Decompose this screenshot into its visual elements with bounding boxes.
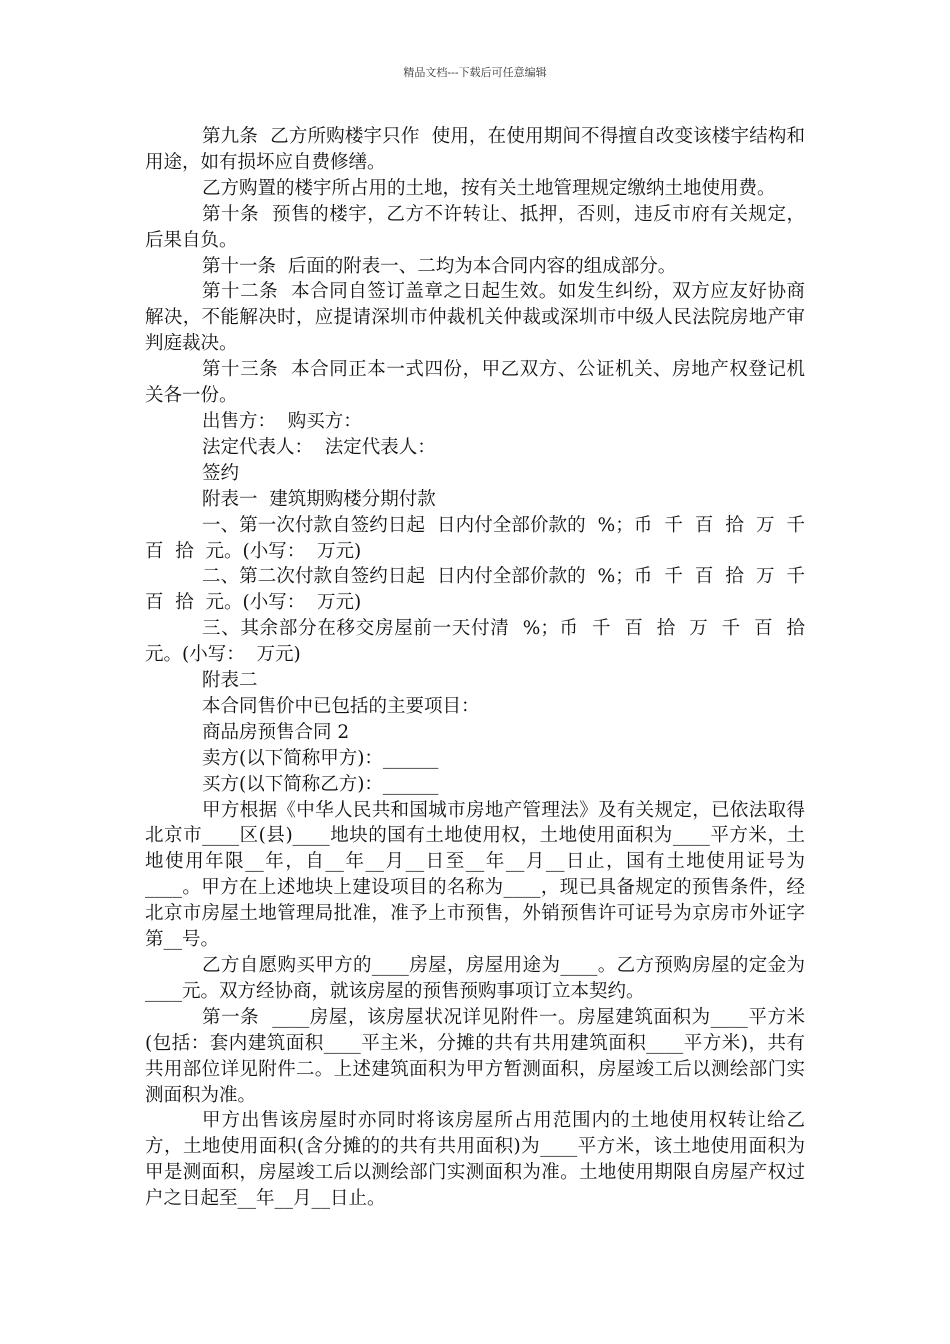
article-1: 第一条 ____房屋，该房屋状况详见附件一。房屋建筑面积为____平方米(包括：套内建筑面积____平主米，分摊的共有共用建筑面积____平方米)，共有共用部位详见附件二。上述建筑面积为甲方暂测面积，房屋竣工后以测绘部门实测面积为准。	[145, 1006, 805, 1106]
buyer-field: 买方(以下简称乙方)：______	[202, 773, 439, 795]
schedule-2-title: 附表二	[202, 670, 258, 692]
legal-representative-line: 法定代表人： 法定代表人：	[202, 436, 436, 458]
paragraph-land-right: 甲方根据《中华人民共和国城市房地产管理法》及有关规定，已依法取得北京市____区(县)____地块的国有土地使用权，土地使用面积为____平方米，土地使用年限__年，自__年__月__日至__年__月__日止，国有土地使用证号为____。甲方在上述地块上建设项目的名称为____，现已具备规定的预售条件，经北京市房屋土地管理局批准，准予上市预售，外销预售许可证号为京房市外证字第__号。	[145, 799, 805, 951]
clause-11: 第十一条 后面的附表一、二均为本合同内容的组成部分。	[202, 255, 677, 277]
seller-field: 卖方(以下简称甲方)：______	[202, 747, 439, 769]
payment-2: 二、第二次付款自签约日起 日内付全部价款的 %；币 千 百 拾 万 千 百 拾 元。(小写： 万元)	[145, 566, 817, 614]
clause-9: 第九条 乙方所购楼宇只作 使用，在使用期间不得擅自改变该楼宇结构和用途，如有损坏应自费修缮。	[145, 126, 805, 173]
clause-12: 第十二条 本合同自签订盖章之日起生效。如发生纠纷，双方应友好协商解决，不能解决时，应提请深圳市仲裁机关仲裁或深圳市中级人民法院房地产审判庭裁决。	[145, 281, 805, 355]
signing-line: 签约	[202, 462, 240, 484]
document-body	[145, 124, 817, 1212]
schedule-2-intro: 本合同售价中已包括的主要项目：	[202, 695, 480, 717]
schedule-1-title: 附表一 建筑期购楼分期付款	[202, 488, 436, 510]
clause-10: 第十条 预售的楼宇，乙方不许转让、抵押，否则，违反市府有关规定，后果自负。	[145, 203, 805, 251]
paragraph-purchase-intent: 乙方自愿购买甲方的____房屋，房屋用途为____。乙方预购房屋的定金为____元。双方经协商，就该房屋的预售预购事项订立本契约。	[145, 955, 805, 1002]
payment-1: 一、第一次付款自签约日起 日内付全部价款的 %；币 千 百 拾 万 千 百 拾 元。(小写： 万元)	[145, 514, 817, 562]
seller-buyer-line: 出售方： 购买方：	[202, 410, 362, 432]
contract-2-title: 商品房预售合同 2	[202, 721, 350, 743]
payment-3: 三、其余部分在移交房屋前一天付清 %；币 千 百 拾 万 千 百 拾 元。(小写： 万元)	[145, 618, 817, 666]
paragraph-land-fee: 乙方购置的楼宇所占用的土地，按有关土地管理规定缴纳土地使用费。	[202, 177, 776, 199]
paragraph-land-transfer: 甲方出售该房屋时亦同时将该房屋所占用范围内的土地使用权转让给乙方，土地使用面积(含分摊的的共有共用面积)为____平方米，该土地使用面积为甲是测面积，房屋竣工后以测绘部门实测面积为准。土地使用期限自房屋产权过户之日起至__年__月__日止。	[145, 1110, 805, 1210]
page-header: 精品文档---下载后可任意编辑	[403, 66, 547, 79]
clause-13: 第十三条 本合同正本一式四份，甲乙双方、公证机关、房地产权登记机关各一份。	[145, 359, 805, 407]
